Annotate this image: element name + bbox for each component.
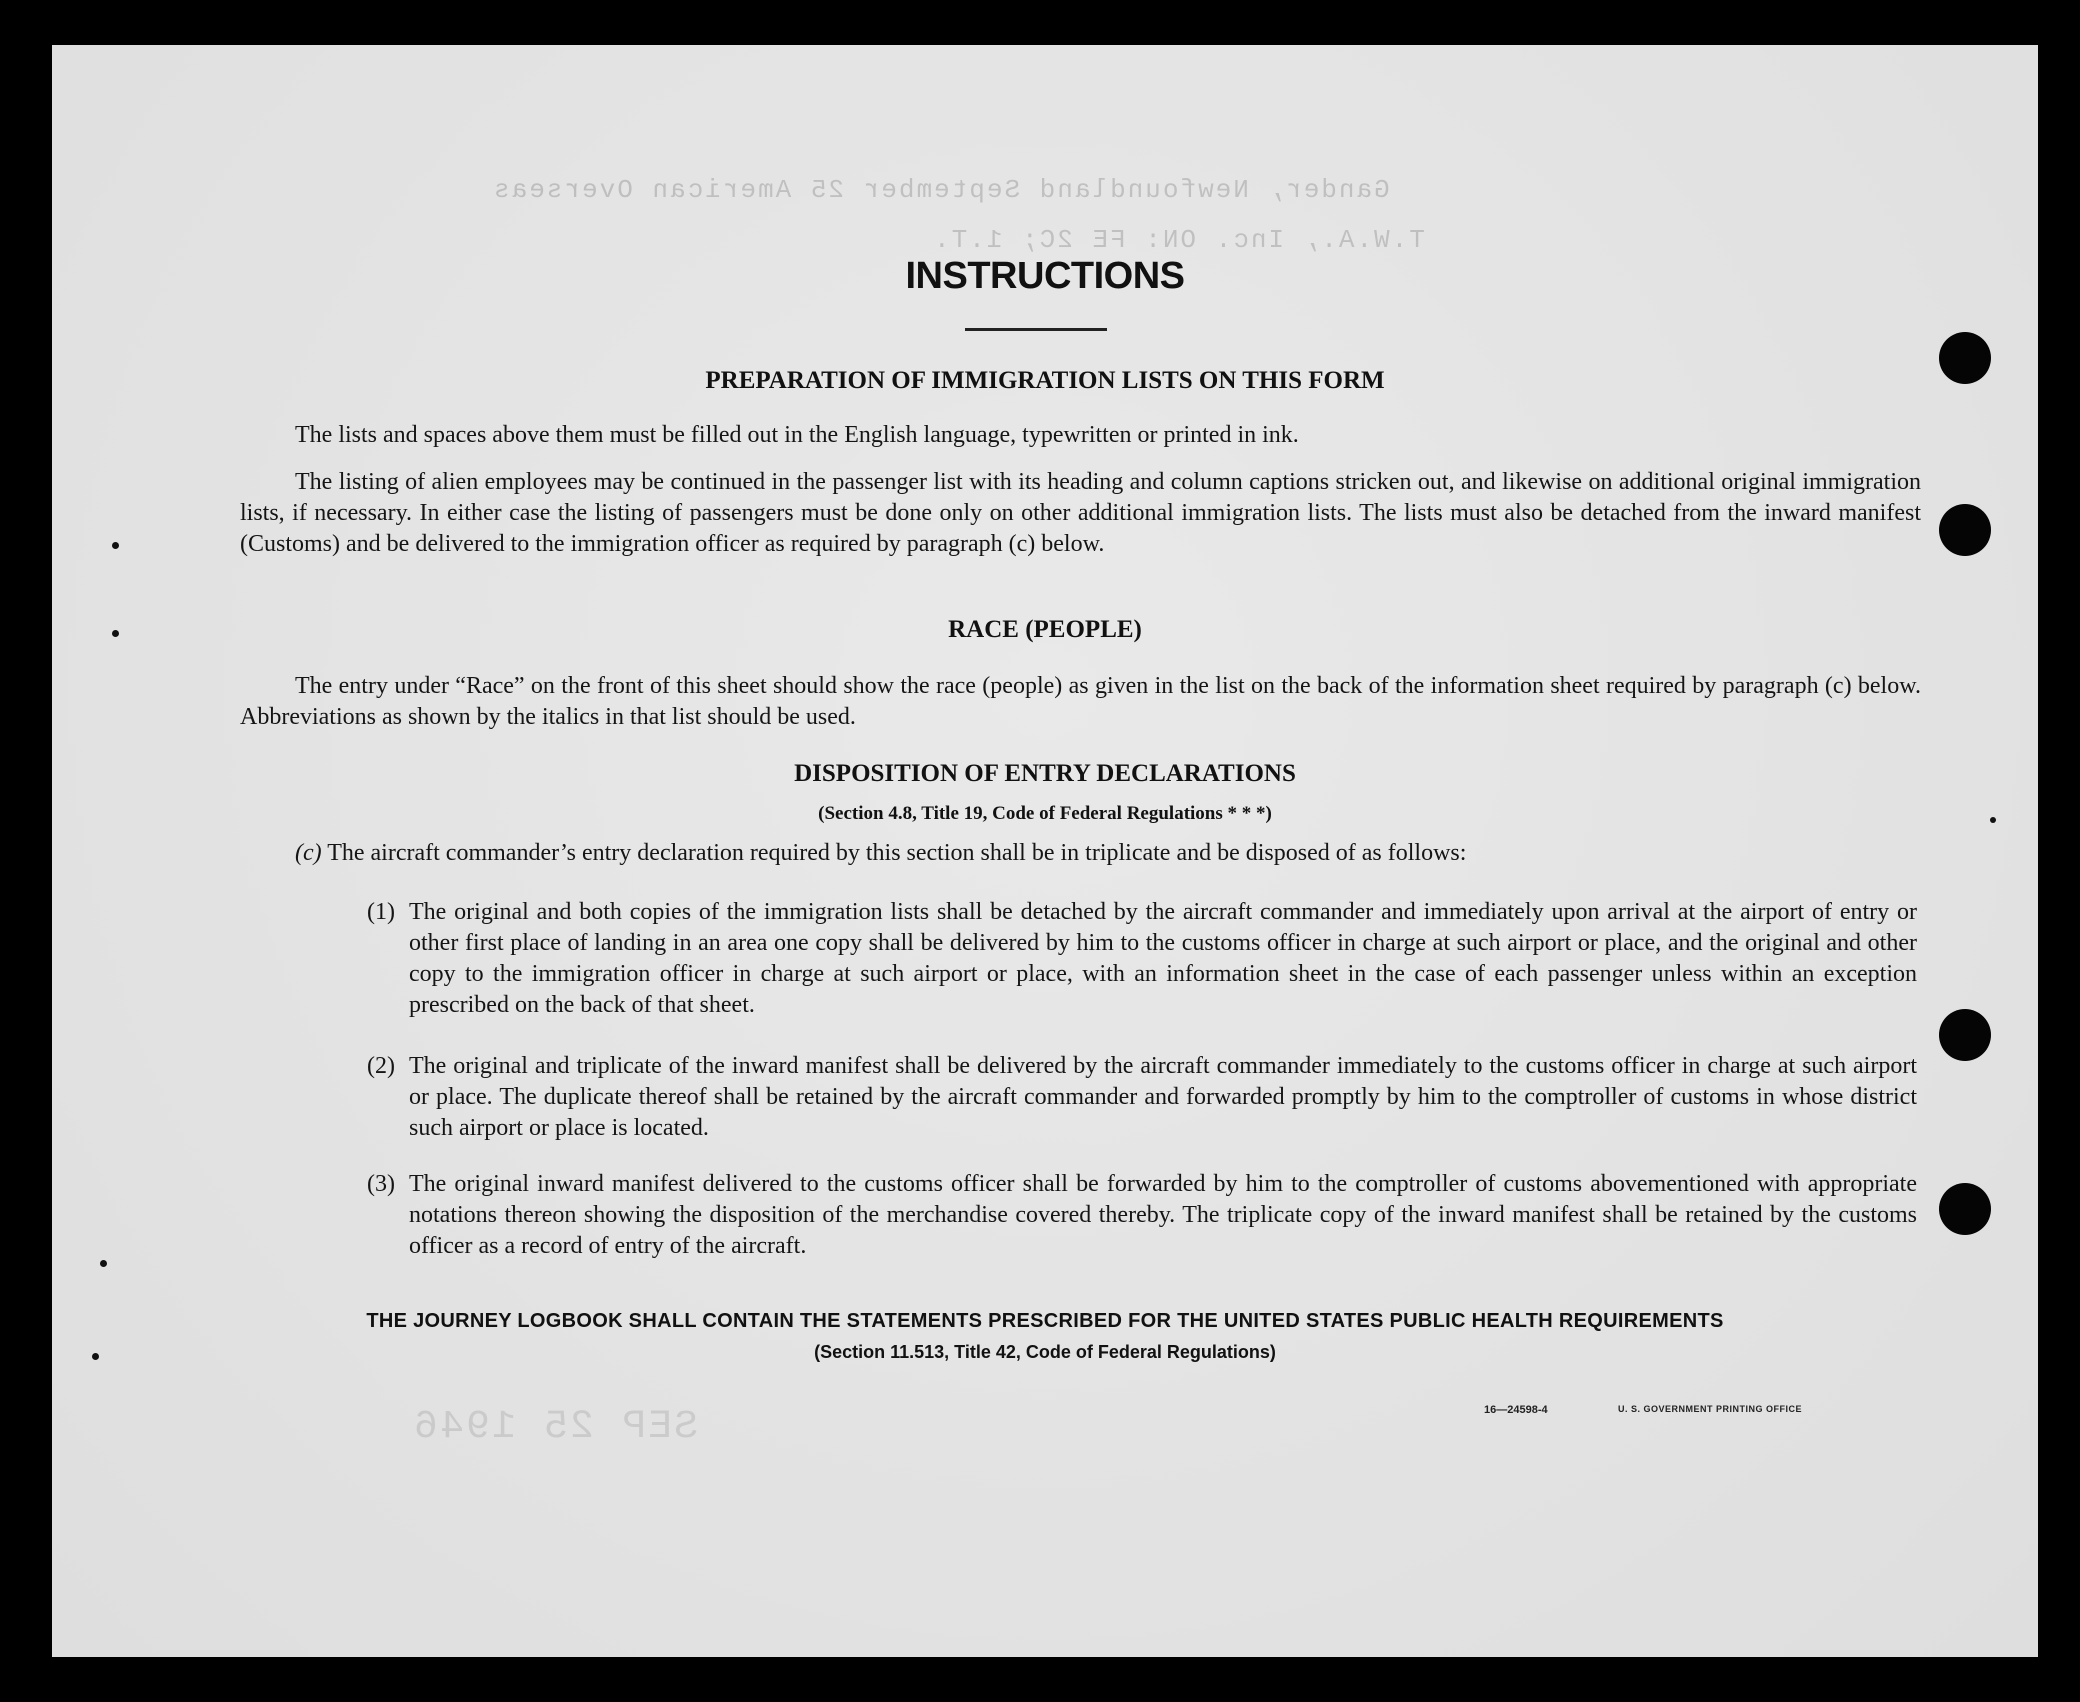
punch-hole [1939, 332, 1991, 384]
bleed-through-line-1: Gander, Newfoundland September 25 American Overseas [492, 175, 1390, 205]
section-heading-preparation: PREPARATION OF IMMIGRATION LISTS ON THIS FORM [705, 367, 1385, 394]
punch-hole [1939, 1009, 1991, 1061]
page-title: INSTRUCTIONS [905, 255, 1185, 297]
margin-speck [92, 1353, 99, 1360]
section-heading-disposition: DISPOSITION OF ENTRY DECLARATIONS [794, 760, 1296, 787]
printer-imprint: U. S. GOVERNMENT PRINTING OFFICE [1618, 1404, 1803, 1414]
title-underline [965, 328, 1107, 331]
public-health-citation: (Section 11.513, Title 42, Code of Federal Regulations) [814, 1342, 1276, 1362]
item-number: (1) [367, 899, 395, 925]
disposition-item-3 [367, 1169, 1917, 1262]
punch-hole [1939, 504, 1991, 556]
preparation-paragraph-2: The listing of alien employees may be continued in the passenger list with its heading and column captions stricken out, and likewise on additional original immigration lists, if necessary. In either case the listing of passengers must be done only on other additional immigration lists. The lists must also be detached from the inward manifest (Customs) and be delivered to the immigration officer as required by paragraph (c) below. [240, 469, 1921, 557]
item-text: The original inward manifest delivered to the customs officer shall be forwarded by him to the comptroller of customs abovementioned with appropriate notations thereon showing the disposition of the merchandise covered thereby. The triplicate copy of the inward manifest shall be retained by the customs officer as a record of entry of the aircraft. [409, 1171, 1917, 1259]
bleed-through-line-2: T.W.A., Inc. ON: FE 2C; 1.T. [932, 225, 1425, 255]
race-paragraph: The entry under “Race” on the front of this sheet should show the race (people) as given in the list on the back of the information sheet required by paragraph (c) below. Abbreviations as shown by the italics in that list should be used. [240, 673, 1921, 730]
preparation-paragraph-1: The lists and spaces above them must be filled out in the English language, typewritten or printed in ink. [295, 422, 1299, 448]
disposition-item-1 [367, 897, 1917, 1021]
bleed-through-stamp: SEP 25 1946 [412, 1405, 699, 1450]
item-number: (3) [367, 1171, 395, 1197]
disposition-citation: (Section 4.8, Title 19, Code of Federal Regulations * * *) [818, 803, 1272, 824]
item-number: (2) [367, 1053, 395, 1079]
disposition-intro [295, 838, 1921, 869]
disposition-intro-label: (c) [295, 840, 322, 866]
margin-speck [100, 1260, 107, 1267]
public-health-heading: THE JOURNEY LOGBOOK SHALL CONTAIN THE STATEMENTS PRESCRIBED FOR THE UNITED STATES PUBLIC HEALTH REQUIREMENTS [366, 1310, 1724, 1332]
disposition-item-2 [367, 1051, 1917, 1144]
document-page [52, 45, 2038, 1657]
section-heading-race: RACE (PEOPLE) [948, 616, 1142, 643]
form-number: 16—24598-4 [1484, 1404, 1548, 1416]
punch-hole [1939, 1183, 1991, 1235]
disposition-intro-text: The aircraft commander’s entry declaration required by this section shall be in triplicate and be disposed of as follows: [327, 840, 1467, 866]
margin-speck [112, 630, 119, 637]
item-text: The original and both copies of the immigration lists shall be detached by the aircraft commander and immediately upon arrival at the airport of entry or other first place of landing in an area one copy shall be delivered by him to the customs officer in charge at such airport or place, and the original and other copy to the immigration officer in charge at such airport or place, with an information sheet in the case of each passenger unless within an exception prescribed on the back of that sheet. [409, 899, 1917, 1018]
margin-speck [112, 542, 119, 549]
margin-speck [1990, 817, 1996, 823]
item-text: The original and triplicate of the inward manifest shall be delivered by the aircraft commander immediately to the customs officer in charge at such airport or place. The duplicate thereof shall be retained by the aircraft commander and forwarded promptly by him to the comptroller of customs in whose district such airport or place is located. [409, 1053, 1917, 1141]
